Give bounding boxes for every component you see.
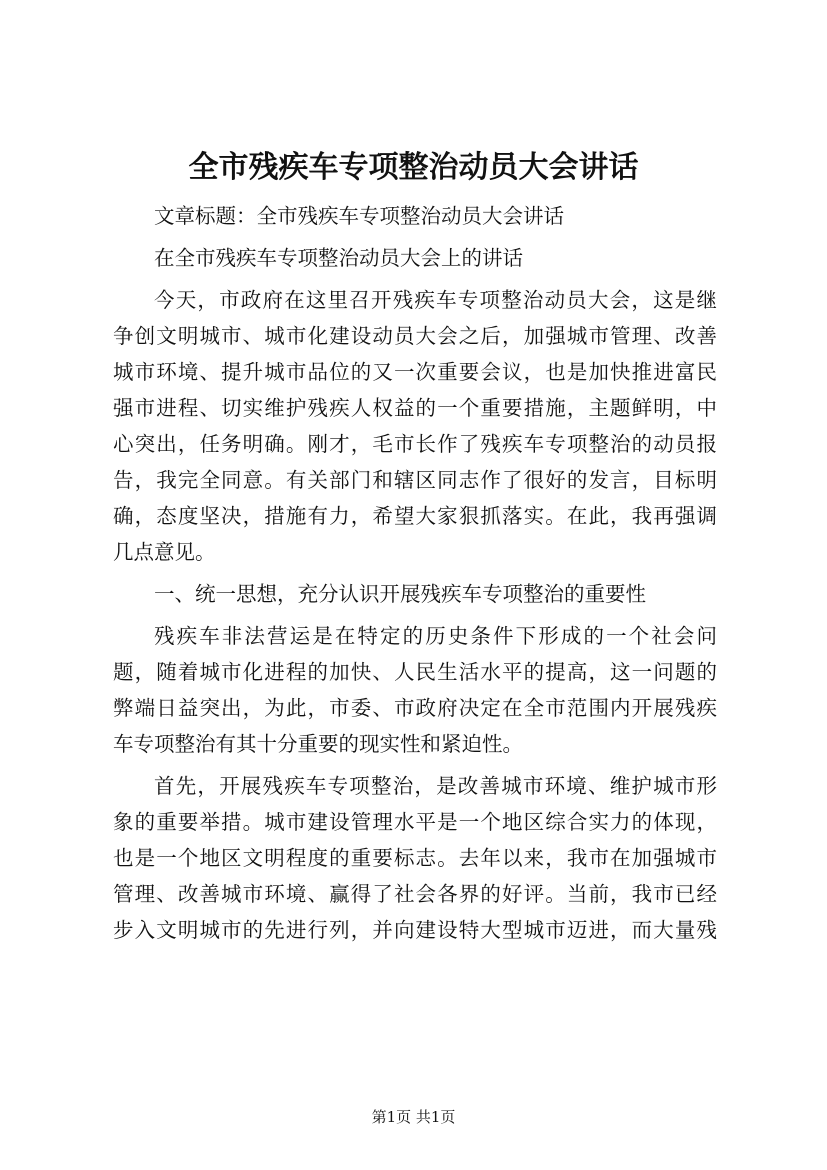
paragraph-line: 城市环境、提升城市品位的又一次重要会议，也是加快推进富民 [113, 360, 717, 384]
paragraph-line: 弊端日益突出，为此，市委、市政府决定在全市范围内开展残疾 [113, 696, 717, 720]
paragraph-background [113, 618, 717, 762]
paragraph-line: 首先，开展残疾车专项整治，是改善城市环境、维护城市形 [154, 774, 717, 798]
paragraph-line: 管理、改善城市环境、赢得了社会各界的好评。当前，我市已经 [113, 882, 717, 906]
page-footer: 第1页 共1页 [371, 1108, 456, 1126]
paragraph-intro [113, 282, 717, 570]
paragraph-line: 今天，市政府在这里召开残疾车专项整治动员大会，这是继 [154, 288, 717, 312]
document-body [113, 198, 717, 948]
paragraph-line: 告，我完全同意。有关部门和辖区同志作了很好的发言，目标明 [113, 468, 717, 492]
paragraph-line: 步入文明城市的先进行列，并向建设特大型城市迈进，而大量残 [113, 918, 717, 942]
paragraph-line: 争创文明城市、城市化建设动员大会之后，加强城市管理、改善 [113, 324, 717, 348]
document-title: 全市残疾车专项整治动员大会讲话 [188, 150, 639, 185]
paragraph-line: 车专项整治有其十分重要的现实性和紧迫性。 [113, 732, 523, 756]
paragraph-line: 残疾车非法营运是在特定的历史条件下形成的一个社会问 [154, 624, 717, 648]
paragraph-line: 也是一个地区文明程度的重要标志。去年以来，我市在加强城市 [113, 846, 717, 870]
subtitle-line: 在全市残疾车专项整治动员大会上的讲话 [154, 246, 523, 270]
section-heading-line: 一、统一思想，充分认识开展残疾车专项整治的重要性 [154, 582, 646, 606]
section-heading [113, 576, 717, 612]
paragraph-first-point [113, 768, 717, 948]
meta-title-line: 文章标题：全市残疾车专项整治动员大会讲话 [154, 204, 564, 228]
paragraph-line: 确，态度坚决，措施有力，希望大家狠抓落实。在此，我再强调 [113, 504, 717, 528]
paragraph-line: 几点意见。 [113, 540, 216, 564]
paragraph-line: 题，随着城市化进程的加快、人民生活水平的提高，这一问题的 [113, 660, 717, 684]
paragraph-line: 心突出，任务明确。刚才，毛市长作了残疾车专项整治的动员报 [113, 432, 717, 456]
paragraph-line: 象的重要举措。城市建设管理水平是一个地区综合实力的体现， [113, 810, 717, 834]
paragraph-line: 强市进程、切实维护残疾人权益的一个重要措施，主题鲜明，中 [113, 396, 717, 420]
